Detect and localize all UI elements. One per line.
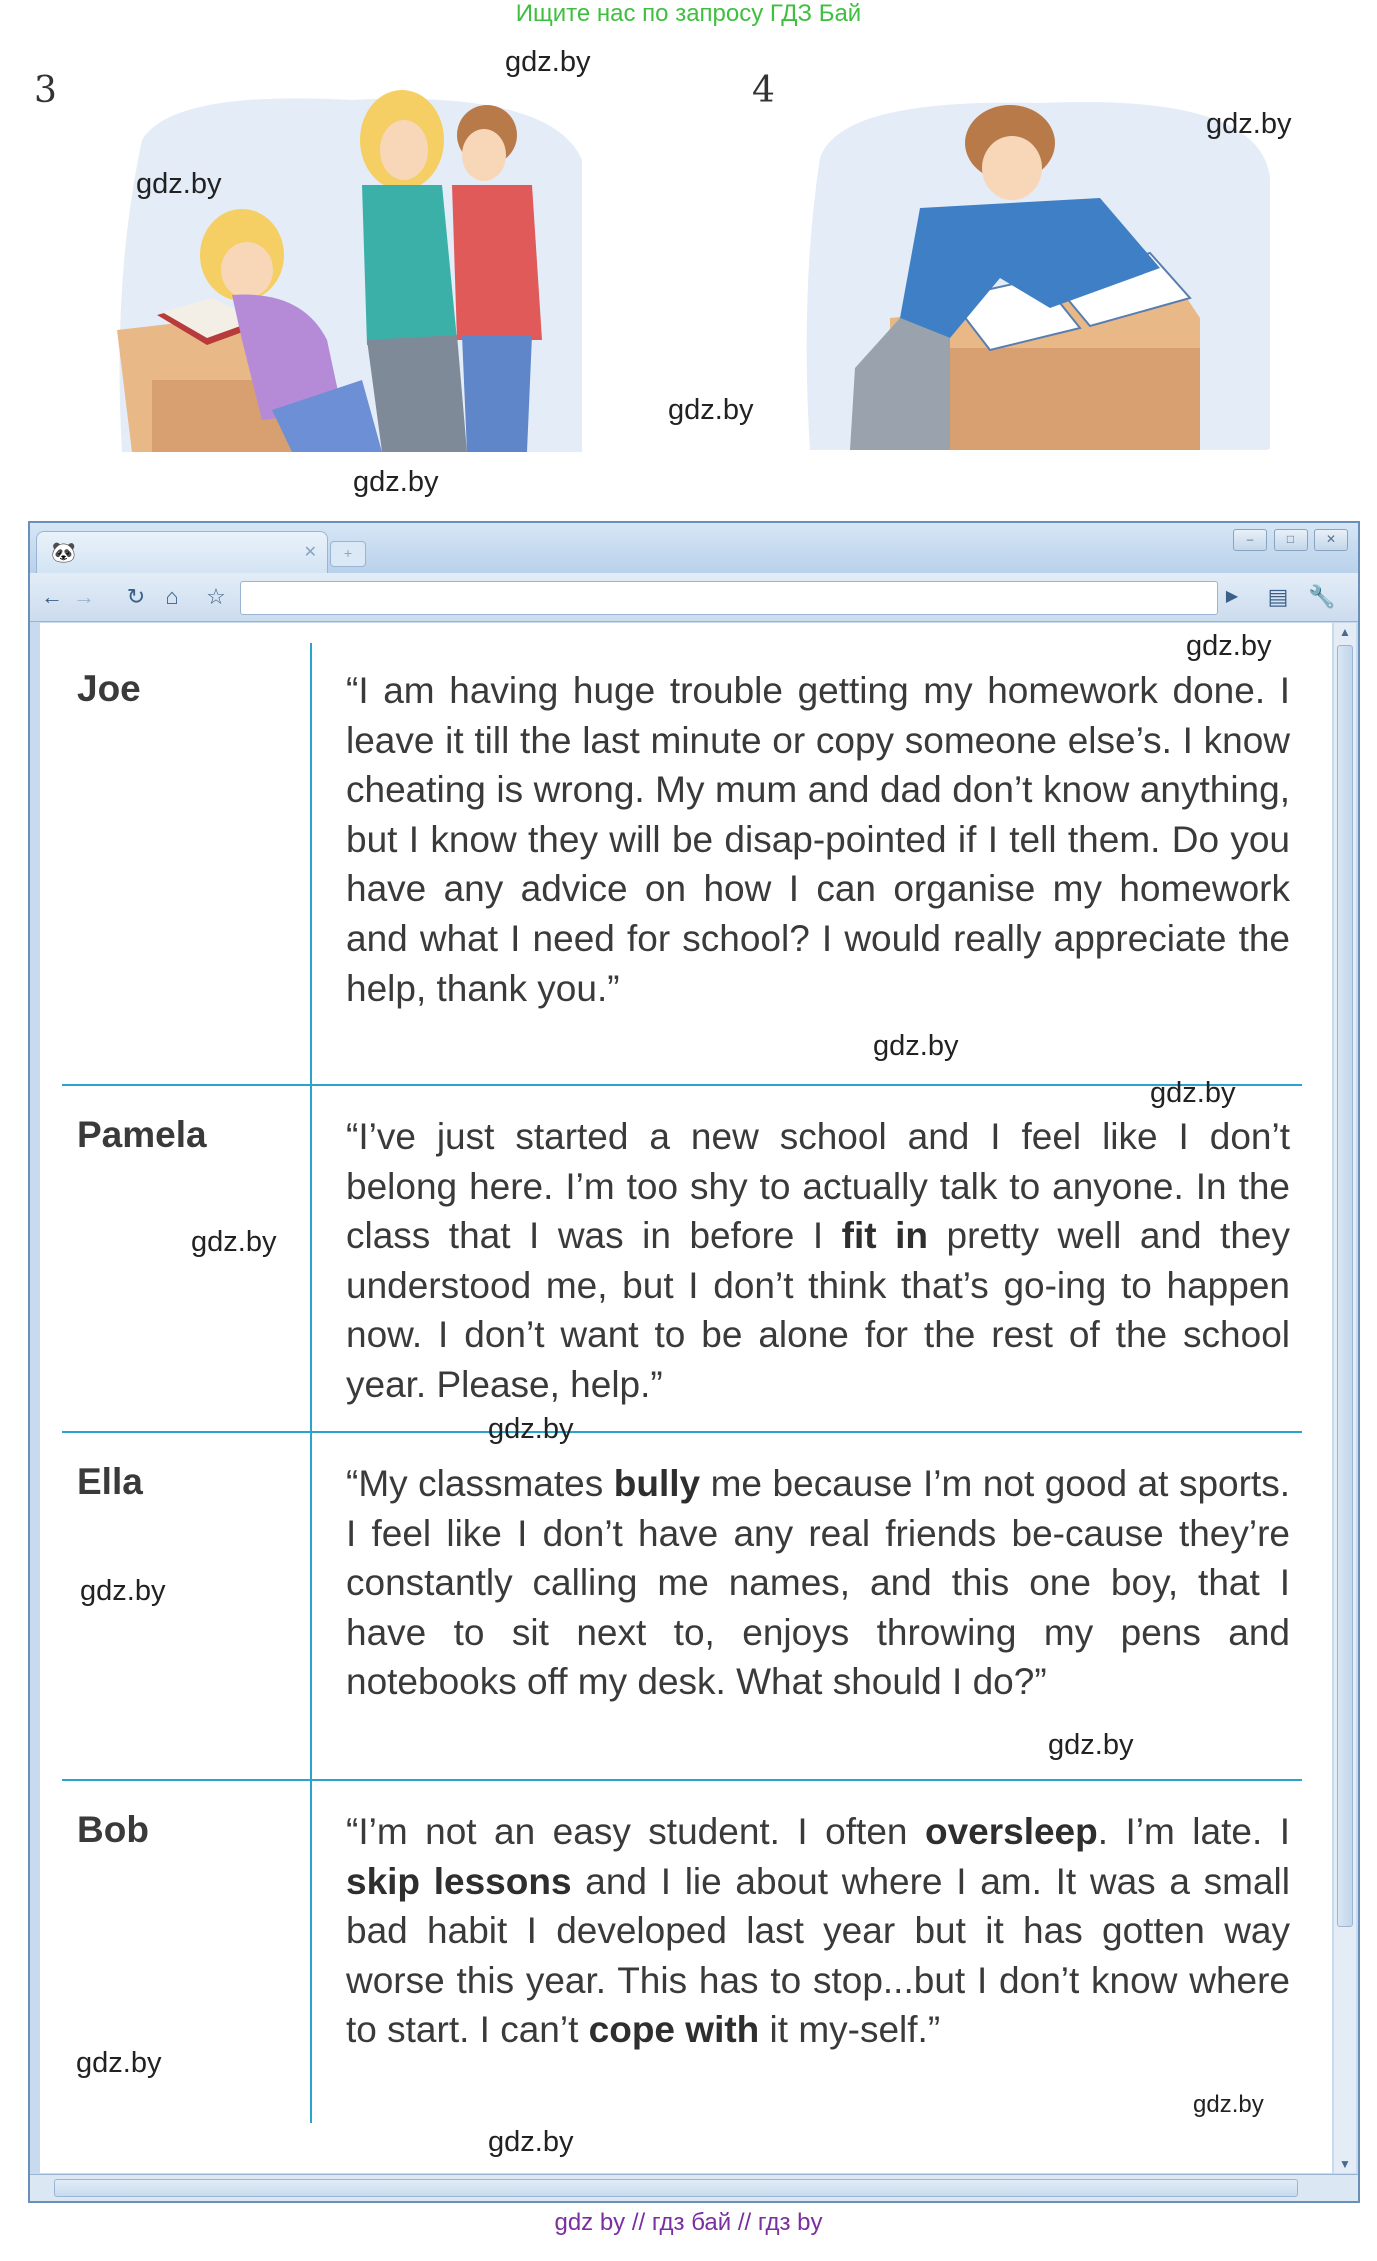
watermark: gdz.by <box>668 394 754 426</box>
watermark: gdz.by <box>488 1413 574 1445</box>
footer-links[interactable]: gdz by // гдз бай // гдз by <box>554 2209 823 2236</box>
wrench-icon[interactable]: 🔧 <box>1308 584 1336 609</box>
play-icon[interactable]: ▶ <box>1225 588 1239 605</box>
browser-toolbar <box>30 573 1358 622</box>
watermark: gdz.by <box>1150 1077 1236 1109</box>
top-banner[interactable]: Ищите нас по запросу ГДЗ Бай <box>515 0 862 27</box>
letter-text-segment: “I’ve just started a new school and I feel like I don’t belong here. I’m too shy to actually talk to anyone. In the class that I was in before I <box>346 1116 1290 1257</box>
letter-text-segment: pretty well and they understood me, but I don’t think that’s go-ing to happen now. I don’t want to be alone for the rest of the school year. Please, help.” <box>346 1215 1290 1405</box>
watermark: gdz.by <box>873 1030 959 1062</box>
letter-text-segment: “I’m not an easy student. I often <box>346 1811 925 1852</box>
minimize-icon[interactable]: – <box>1233 529 1267 551</box>
highlighted-phrase: bully <box>613 1463 701 1504</box>
row-divider <box>62 1084 1302 1086</box>
watermark: gdz.by <box>191 1226 277 1258</box>
watermark: gdz.by <box>76 2047 162 2079</box>
letter-text-joe <box>346 666 1290 1013</box>
forward-icon[interactable]: → <box>73 584 95 609</box>
scroll-up-icon[interactable]: ▲ <box>1339 625 1351 639</box>
highlighted-phrase: fit in <box>841 1215 928 1257</box>
close-window-icon[interactable]: ✕ <box>1314 529 1348 551</box>
scroll-thumb[interactable] <box>1337 645 1353 1927</box>
watermark: gdz.by <box>1193 2091 1264 2118</box>
highlighted-phrase: oversleep <box>924 1811 1098 1852</box>
column-divider <box>310 643 312 2123</box>
watermark: gdz.by <box>505 46 591 78</box>
browser-tab[interactable] <box>36 531 328 574</box>
watermark: gdz.by <box>488 2126 574 2158</box>
letter-text-segment: and I lie about where I am. It was a small bad habit I developed last year but it has gotten way worse this year. This has to stop...but I don’t know where to start. I can’t <box>346 1860 1290 2051</box>
page-icon[interactable]: ▤ <box>1267 584 1289 609</box>
highlighted-phrase: skip lessons <box>346 1860 572 1902</box>
highlighted-phrase: cope with <box>588 2009 760 2051</box>
letter-text-segment: “I am having huge trouble getting my homework done. I leave it till the last minute or copy someone else’s. I know cheating is wrong. My mum and dad don’t know anything, but I know they will be disap-pointed if I tell them. Do you have any advice on how I can organise my homework and what I need for school? I would really appreciate the help, thank you.” <box>346 670 1290 1009</box>
window-controls <box>1231 529 1348 551</box>
maximize-icon[interactable]: □ <box>1274 529 1308 551</box>
reload-icon[interactable]: ↻ <box>126 584 146 609</box>
address-bar[interactable] <box>240 581 1218 615</box>
letter-text-segment: . I’m late. I <box>1097 1811 1291 1852</box>
new-tab-button[interactable]: + <box>330 541 366 567</box>
watermark: gdz.by <box>136 168 222 200</box>
letter-text-segment: it my-self.” <box>759 2009 941 2051</box>
letter-text-pamela <box>346 1112 1290 1410</box>
letter-author-pamela: Pamela <box>77 1114 207 1155</box>
horizontal-scroll-thumb[interactable] <box>54 2179 1298 2197</box>
illustration-boy-homework <box>800 88 1275 450</box>
picture-number-4: 4 <box>752 70 775 111</box>
letter-author-bob: Bob <box>77 1809 149 1850</box>
close-tab-icon[interactable]: ✕ <box>303 544 317 561</box>
browser-titlebar <box>30 523 1358 573</box>
watermark: gdz.by <box>80 1575 166 1607</box>
back-icon[interactable]: ← <box>41 584 63 609</box>
letter-text-bob <box>346 1807 1290 2055</box>
letter-text-ella <box>346 1459 1290 1707</box>
letter-text-segment: “My classmates <box>346 1463 614 1504</box>
horizontal-scrollbar[interactable] <box>30 2174 1358 2201</box>
watermark: gdz.by <box>1048 1729 1134 1761</box>
watermark: gdz.by <box>1186 630 1272 662</box>
letter-author-ella: Ella <box>77 1461 143 1502</box>
watermark: gdz.by <box>1206 108 1292 140</box>
letter-author-joe: Joe <box>77 668 141 709</box>
row-divider <box>62 1779 1302 1781</box>
illustration-three-students <box>112 80 592 452</box>
scroll-down-icon[interactable]: ▼ <box>1339 2157 1351 2171</box>
watermark: gdz.by <box>353 466 439 498</box>
picture-number-3: 3 <box>34 70 57 111</box>
vertical-scrollbar[interactable] <box>1334 623 1356 2173</box>
row-divider <box>62 1431 1302 1433</box>
home-icon[interactable]: ⌂ <box>165 584 179 609</box>
panda-icon: 🐼 <box>51 542 76 564</box>
star-icon[interactable]: ☆ <box>206 584 226 609</box>
letter-text-segment: me because I’m not good at sports. I feel like I don’t have any real friends be-cause they’re constantly calling me names, and this one boy, that I have to sit next to, enjoys throwing my pens and notebooks off my desk. What should I do?” <box>346 1463 1290 1703</box>
